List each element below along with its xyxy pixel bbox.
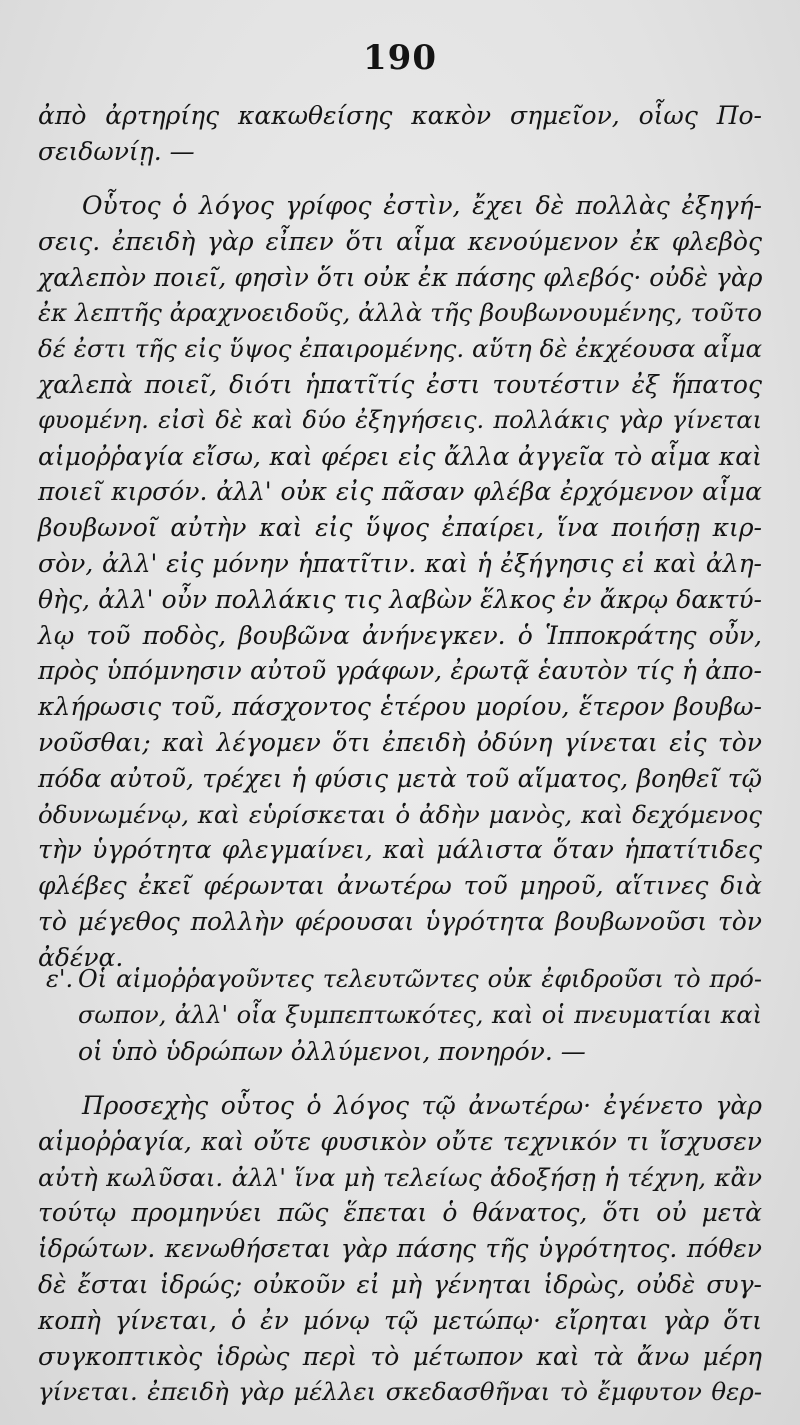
text-line: σεις. ἐπειδὴ γὰρ εἶπεν ὅτι αἷμα κενούμενον ἐκ φλεβὸς [38, 226, 762, 256]
text-line: φυομένη. εἰσὶ δὲ καὶ δύο ἐξηγήσεις. πολλάκις γὰρ γίνεται [38, 405, 762, 434]
text-line: βουβωνοῖ αὐτὴν καὶ εἰς ὕψος ἐπαίρει, ἵνα ποιήσῃ κιρ- [38, 513, 762, 543]
aphorism-paragraph [38, 962, 762, 1069]
text-line: νοῦσθαι; καὶ λέγομεν ὅτι ἐπειδὴ ὀδύνη γίνεται εἰς τὸν [38, 727, 762, 757]
text-line: δέ ἐστι τῆς εἰς ὕψος ἐπαιρομένης. αὕτη δὲ ἐκχέουσα αἷμα [38, 334, 762, 364]
text-line: ὀδυνωμένῳ, καὶ εὑρίσκεται ὁ ἀδὴν μανὸς, καὶ δεχόμενος [38, 799, 762, 829]
text-line: αἱμοῤῥαγία εἴσω, καὶ φέρει εἰς ἄλλα ἀγγεῖα τὸ αἷμα καὶ [38, 441, 762, 471]
text-line: σειδωνίῃ. — [38, 136, 195, 166]
text-line: γίνεται. ἐπειδὴ γὰρ μέλλει σκεδασθῆναι τὸ ἔμφυτον θερ- [38, 1377, 762, 1407]
text-line: χαλεπὰ ποιεῖ, διότι ἡπατῖτίς ἐστι τουτέστιν ἐξ ἥπατος [38, 369, 762, 399]
text-line: ἐκ λεπτῆς ἀραχνοειδοῦς, ἀλλὰ τῆς βουβωνουμένης, τοῦτο [38, 298, 762, 328]
text-line: αὐτὴ κωλῦσαι. ἀλλ' ἵνα μὴ τελείως ἀδοξήσῃ ἡ τέχνη, κἂν [38, 1162, 762, 1192]
text-line: πόδα αὐτοῦ, τρέχει ἡ φύσις μετὰ τοῦ αἵματος, βοηθεῖ τῷ [38, 763, 762, 793]
text-line: κοπὴ γίνεται, ὁ ἐν μόνῳ τῷ μετώπῳ· εἴρηται γὰρ ὅτι [38, 1305, 762, 1335]
continuation-paragraph [38, 98, 762, 170]
page-number: 190 [363, 38, 437, 78]
text-line: οἱ ὑπὸ ὑδρώπων ὀλλύμενοι, πονηρόν. — [78, 1036, 586, 1066]
commentary-paragraph [38, 1088, 762, 1410]
text-line: τούτῳ προμηνύει πῶς ἕπεται ὁ θάνατος, ὅτι οὐ μετὰ [38, 1198, 762, 1228]
text-line: θὴς, ἀλλ' οὖν πολλάκις τις λαβὼν ἕλκος ἐν ἄκρῳ δακτύ- [38, 584, 762, 614]
aphorism-number: ε'. [46, 965, 74, 993]
text-line: τὴν ὑγρότητα φλεγμαίνει, καὶ μάλιστα ὅταν ἡπατίτιδες [38, 835, 762, 865]
text-line: σὸν, ἀλλ' εἰς μόνην ἡπατῖτιν. καὶ ἡ ἐξήγησις εἰ καὶ ἀλη- [38, 548, 762, 578]
text-line: κλήρωσις τοῦ, πάσχοντος ἑτέρου μορίου, ἕτερον βουβω- [38, 692, 762, 722]
text-line [38, 962, 762, 998]
aphorism-line-text: Οἱ αἱμοῤῥαγοῦντες τελευτῶντες οὐκ ἐφιδροῦσι τὸ πρό- [78, 965, 762, 993]
text-line: συγκοπτικὸς ἱδρὼς περὶ τὸ μέτωπον καὶ τὰ ἄνω μέρη [38, 1341, 762, 1371]
text-line: ἱδρώτων. κενωθήσεται γὰρ πάσης τῆς ὑγρότητος. πόθεν [38, 1234, 762, 1264]
text-line: ἀδένα. [38, 942, 124, 972]
commentary-paragraph [38, 188, 762, 976]
text-line: Προσεχὴς οὗτος ὁ λόγος τῷ ἀνωτέρω· ἐγένετο γὰρ [82, 1091, 762, 1120]
text-line: σωπον, ἀλλ' οἷα ξυμπεπτωκότες, καὶ οἱ πνευματίαι καὶ [78, 1000, 762, 1029]
text-line: χαλεπὸν ποιεῖ, φησὶν ὅτι οὐκ ἐκ πάσης φλεβός· οὐδὲ γὰρ [38, 262, 763, 292]
text-line: δὲ ἔσται ἱδρώς; οὐκοῦν εἰ μὴ γένηται ἱδρὼς, οὐδὲ συγ- [38, 1269, 762, 1299]
text-line: ἀπὸ ἀρτηρίης κακωθείσης κακὸν σημεῖον, οἷως Πο- [38, 101, 762, 130]
text-line: λῳ τοῦ ποδὸς, βουβῶνα ἀνήνεγκεν. ὁ Ἱπποκράτης οὖν, [38, 620, 762, 650]
text-line: τὸ μέγεθος πολλὴν φέρουσαι ὑγρότητα βουβωνοῦσι τὸν [38, 906, 762, 936]
text-line: αἱμοῤῥαγία, καὶ οὔτε φυσικὸν οὔτε τεχνικόν τι ἴσχυσεν [38, 1126, 762, 1156]
text-line: φλέβες ἐκεῖ φέρωνται ἀνωτέρω τοῦ μηροῦ, αἵτινες διὰ [38, 871, 762, 901]
text-line: ποιεῖ κιρσόν. ἀλλ' οὐκ εἰς πᾶσαν φλέβα ἐρχόμενον αἷμα [38, 477, 762, 507]
text-line: πρὸς ὑπόμνησιν αὐτοῦ γράφων, ἐρωτᾷ ἑαυτὸν τίς ἡ ἀπο- [38, 656, 762, 686]
text-line: Οὗτος ὁ λόγος γρίφος ἐστὶν, ἔχει δὲ πολλὰς ἐξηγή- [82, 191, 762, 220]
